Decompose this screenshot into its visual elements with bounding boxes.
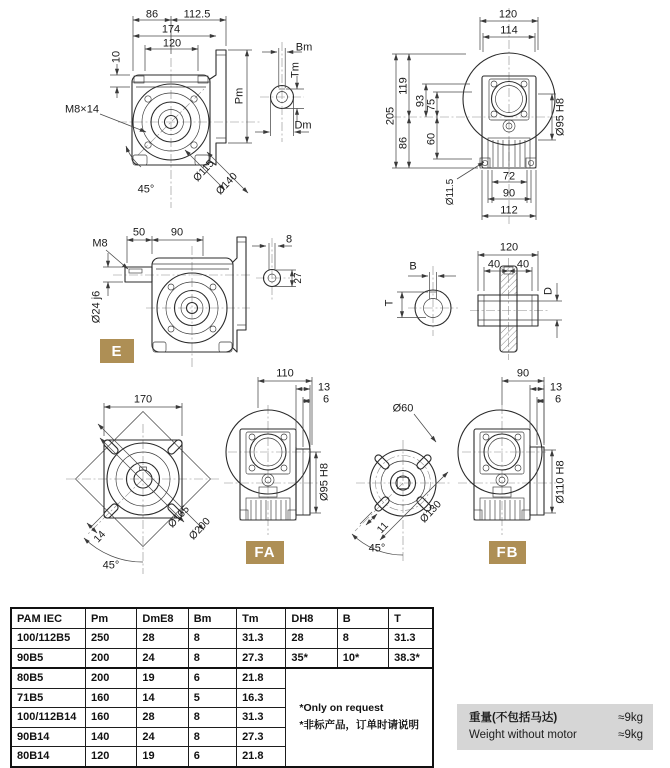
dim-front-d95h8: Ø95 H8 bbox=[554, 98, 567, 136]
dim-fa-6: 6 bbox=[322, 393, 330, 406]
spec-cell: 160 bbox=[86, 688, 137, 708]
col-header-t: T bbox=[389, 608, 433, 629]
spec-cell: 250 bbox=[86, 629, 137, 649]
dim-side-112-5: 112.5 bbox=[183, 8, 211, 21]
dim-bore-b: B bbox=[409, 260, 417, 273]
note-cell bbox=[286, 668, 433, 767]
spec-cell: 80B5 bbox=[11, 668, 86, 688]
spec-cell: 80B14 bbox=[11, 747, 86, 767]
spec-cell: 8 bbox=[188, 708, 236, 728]
dim-section-d: D bbox=[542, 287, 555, 295]
dim-shaft-bm: Bm bbox=[295, 41, 313, 54]
dim-side-pm: Pm bbox=[233, 87, 246, 105]
col-header-bm: Bm bbox=[188, 608, 236, 629]
dim-side-86: 86 bbox=[145, 8, 159, 21]
spec-cell: 6 bbox=[188, 747, 236, 767]
dim-side-174: 174 bbox=[161, 23, 181, 36]
col-header-pm: Pm bbox=[86, 608, 137, 629]
spec-cell: 31.3 bbox=[237, 708, 286, 728]
output-flange-drawing bbox=[352, 414, 450, 562]
dim-e-thread-m8: M8 bbox=[92, 237, 108, 250]
spec-cell: 24 bbox=[137, 727, 188, 747]
spec-cell: 200 bbox=[86, 668, 137, 688]
dim-face-d165: Ø165 bbox=[165, 503, 192, 531]
spec-cell: 10* bbox=[337, 648, 388, 668]
spec-cell: 200 bbox=[86, 648, 137, 668]
dim-front-d11-5: Ø11.5 bbox=[445, 178, 456, 206]
dim-fb-13: 13 bbox=[549, 381, 563, 394]
weight-box bbox=[457, 704, 653, 750]
spec-cell: 24 bbox=[137, 648, 188, 668]
dim-face-d200: Ø200 bbox=[186, 515, 213, 543]
dim-front-72: 72 bbox=[502, 170, 516, 183]
weight-label-zh: 重量(不包括马达) bbox=[469, 712, 558, 724]
spec-cell: 14 bbox=[137, 688, 188, 708]
spec-cell: 6 bbox=[188, 668, 236, 688]
dim-fa-13: 13 bbox=[317, 381, 331, 394]
col-header-pam-iec: PAM IEC bbox=[11, 608, 86, 629]
spec-cell: 160 bbox=[86, 708, 137, 728]
dim-front-112: 112 bbox=[500, 204, 518, 217]
col-header-dh8: DH8 bbox=[286, 608, 337, 629]
dim-front-86: 86 bbox=[397, 136, 410, 150]
col-header-tm: Tm bbox=[237, 608, 286, 629]
spec-cell: 27.3 bbox=[237, 648, 286, 668]
spec-cell: 16.3 bbox=[237, 688, 286, 708]
dim-worm-8: 8 bbox=[285, 233, 293, 246]
dim-fb-90: 90 bbox=[516, 367, 530, 380]
spec-cell: 21.8 bbox=[237, 668, 286, 688]
spec-cell: 120 bbox=[86, 747, 137, 767]
spec-cell: 100/112B5 bbox=[11, 629, 86, 649]
dim-e-50: 50 bbox=[132, 226, 146, 239]
weight-value-zh: ≈9kg bbox=[618, 712, 643, 724]
fa-view-drawing bbox=[224, 377, 321, 535]
front-view-drawing bbox=[392, 8, 560, 224]
weight-value-en: ≈9kg bbox=[618, 728, 643, 741]
mount-face-drawing bbox=[66, 403, 220, 574]
worm-shaft-end-detail-drawing bbox=[252, 238, 296, 302]
spec-row bbox=[11, 668, 433, 688]
spec-cell: 5 bbox=[188, 688, 236, 708]
dim-worm-27: 27 bbox=[293, 272, 304, 284]
dim-front-60: 60 bbox=[425, 132, 438, 146]
fb-view-drawing bbox=[458, 377, 556, 535]
dim-side-120: 120 bbox=[162, 37, 182, 50]
dim-side-d140: Ø140 bbox=[213, 170, 240, 198]
spec-cell: 28 bbox=[286, 629, 337, 649]
dim-section-40-right: 40 bbox=[516, 258, 530, 271]
spec-cell: 35* bbox=[286, 648, 337, 668]
spec-cell: 8 bbox=[337, 629, 388, 649]
weight-row-zh bbox=[469, 710, 643, 727]
spec-cell: 19 bbox=[137, 668, 188, 688]
dim-section-40-left: 40 bbox=[487, 258, 501, 271]
hollow-bore-detail-drawing bbox=[397, 266, 458, 336]
dim-face-170: 170 bbox=[133, 393, 153, 406]
spec-cell: 140 bbox=[86, 727, 137, 747]
dim-front-119: 119 bbox=[397, 77, 410, 95]
dim-front-120: 120 bbox=[498, 8, 518, 21]
dim-flange-d130: Ø130 bbox=[417, 498, 444, 526]
spec-row bbox=[11, 648, 433, 668]
dim-shaft-tm: Tm bbox=[289, 62, 302, 78]
dim-front-75: 75 bbox=[425, 98, 438, 112]
dim-side-thread-m8x14: M8×14 bbox=[65, 103, 99, 116]
spec-cell: 31.3 bbox=[237, 629, 286, 649]
spec-row bbox=[11, 629, 433, 649]
dim-flange-d60: Ø60 bbox=[392, 402, 414, 415]
dim-bore-t: T bbox=[383, 299, 396, 307]
dim-face-14: 14 bbox=[91, 528, 109, 546]
spec-cell: 28 bbox=[137, 708, 188, 728]
spec-cell: 90B5 bbox=[11, 648, 86, 668]
col-header-dme8: DmE8 bbox=[137, 608, 188, 629]
col-header-b: B bbox=[337, 608, 388, 629]
dim-e-d24j6: Ø24 j6 bbox=[90, 290, 103, 324]
dim-side-10: 10 bbox=[110, 50, 123, 64]
spec-cell: 21.8 bbox=[237, 747, 286, 767]
dim-front-114: 114 bbox=[500, 24, 518, 37]
dim-fa-110: 110 bbox=[276, 367, 294, 380]
spec-cell: 100/112B14 bbox=[11, 708, 86, 728]
spec-cell: 8 bbox=[188, 727, 236, 747]
dim-shaft-dm: Dm bbox=[294, 119, 312, 132]
dim-e-90: 90 bbox=[170, 226, 184, 239]
version-badge-fa: FA bbox=[246, 541, 284, 564]
version-badge-fb: FB bbox=[489, 541, 526, 564]
weight-label-en: Weight without motor bbox=[469, 728, 577, 741]
version-badge-e: E bbox=[100, 339, 134, 363]
spec-cell: 31.3 bbox=[389, 629, 433, 649]
dim-fa-d95h8: Ø95 H8 bbox=[318, 463, 331, 501]
dim-fb-6: 6 bbox=[554, 393, 562, 406]
spec-cell: 90B14 bbox=[11, 727, 86, 747]
dim-front-93: 93 bbox=[414, 94, 427, 108]
spec-cell: 38.3* bbox=[389, 648, 433, 668]
note-nonstandard-zh: *非标产品，订单时请说明 bbox=[299, 719, 419, 732]
spec-header-row bbox=[11, 608, 433, 629]
dim-flange-11: 11 bbox=[374, 519, 391, 536]
spec-cell: 19 bbox=[137, 747, 188, 767]
dim-fb-d110h8: Ø110 H8 bbox=[554, 460, 567, 504]
spec-table bbox=[10, 607, 434, 768]
dim-section-120: 120 bbox=[499, 241, 519, 254]
dim-flange-45deg: 45° bbox=[368, 542, 386, 555]
spec-cell: 27.3 bbox=[237, 727, 286, 747]
dim-side-d115: Ø115 bbox=[190, 157, 217, 185]
spec-cell: 71B5 bbox=[11, 688, 86, 708]
note-only-on-request: *Only on request bbox=[299, 702, 384, 715]
spec-cell: 8 bbox=[188, 648, 236, 668]
dim-side-45deg: 45° bbox=[137, 183, 155, 196]
weight-row-en bbox=[469, 727, 643, 744]
spec-cell: 8 bbox=[188, 629, 236, 649]
spec-cell: 28 bbox=[137, 629, 188, 649]
dim-front-205: 205 bbox=[384, 106, 397, 126]
dim-front-90: 90 bbox=[502, 187, 516, 200]
dim-face-45deg: 45° bbox=[102, 559, 120, 572]
